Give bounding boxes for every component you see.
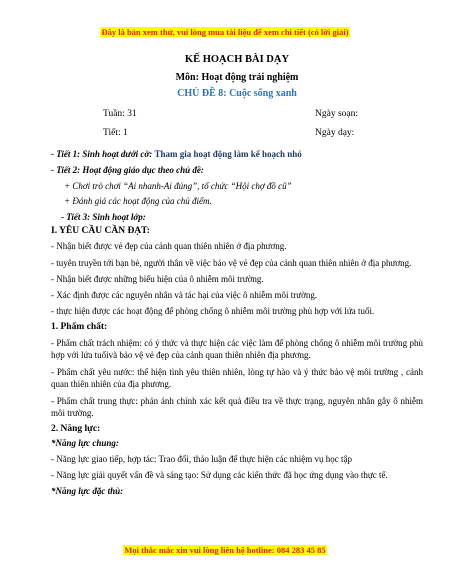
quality-item: - Phẩm chất trách nhiệm: có ý thức và thực hiện các việc làm để phòng chống ô nhiễm môi trường phù hợp với lứa tuổivà bảo vệ vẻ đẹp của cảnh quan thiên nhiên địa phương. (51, 338, 423, 360)
week-label: Tuần: 31 (103, 109, 137, 119)
hotline-banner (0, 545, 450, 555)
competency-item: - Năng lực giao tiếp, hợp tác: Trao đổi, thảo luận để thực hiện các nhiệm vụ học tập (51, 454, 352, 464)
general-competencies-heading: *Năng lực chung: (51, 438, 119, 448)
section-requirements-heading: I. YÊU CẦU CẦN ĐẠT: (51, 226, 150, 236)
tiet1-label: - Tiết 1: Sinh hoạt dưới cờ: (51, 149, 153, 159)
period-row (51, 128, 423, 140)
competencies-heading: 2. Năng lực: (51, 424, 101, 434)
tiet2-item-1: + Chơi trò chơi “Ai nhanh-Ai đúng”, tổ chức “Hội chợ đồ cũ” (64, 181, 292, 191)
quality-item: - Phẩm chất yêu nước: thể hiện tình yêu thiên nhiên, lòng tự hào và ý thức bảo vệ môi trường , cảnh quan thiên nhiên của địa phương. (51, 367, 423, 389)
tiet2-label: - Tiết 2: Hoạt động giáo dục theo chủ đề: (51, 165, 204, 175)
tiet1-line (51, 148, 423, 160)
tiet2-item-2: + Đánh giá các hoạt động của chủ điểm. (64, 196, 212, 206)
requirement-item: - Xác định được các nguyên nhân và tác hại của việc ô nhiễm môi trường. (51, 290, 318, 300)
requirement-item: - Nhận biết được vẻ đẹp của cảnh quan thiên nhiên ở địa phương. (51, 241, 287, 251)
competency-item: - Năng lực giải quyết vấn đề và sáng tạo: Sử dụng các kiến thức đã học ứng dụng vào thực tế. (51, 470, 388, 480)
tiet3-label: - Tiết 3: Sinh hoạt lớp: (61, 212, 146, 222)
qualities-heading: 1. Phẩm chất: (51, 322, 108, 332)
doc-subject: Môn: Hoạt động trải nghiệm (175, 72, 299, 83)
requirement-item: - Nhận biết được những biểu hiện của ô nhiễm môi trường. (51, 274, 264, 284)
hotline-banner-text: Mọi thắc mắc xin vui lòng liên hệ hotline: 084 283 45 85 (124, 545, 326, 555)
tiet1-content: Tham gia hoạt động làm kế hoạch nhỏ (154, 149, 302, 159)
requirement-item: - tuyên truyền tới bạn bè, người thân về việc bảo vệ vẻ đẹp của cảnh quan thiên nhiên ở địa phương. (51, 258, 412, 268)
quality-item: - Phẩm chất trung thực: phản ánh chính xác kết quả điều tra về thực trạng, nguyên nhân gây ô nhiễm môi trường. (51, 396, 423, 418)
specific-competencies-heading: *Năng lực đặc thù: (51, 486, 124, 496)
teach-date-label: Ngày dạy: (315, 128, 355, 138)
preview-banner (0, 27, 450, 37)
prep-date-label: Ngày soạn: (315, 109, 359, 119)
requirement-item: - thực hiện được các hoạt động để phòng chống ô nhiễm môi trường phù hợp với lứa tuổi. (51, 306, 375, 316)
lesson-plan-page (51, 48, 423, 497)
week-row (51, 109, 423, 121)
doc-topic: CHỦ ĐỀ 8: Cuộc sống xanh (177, 88, 297, 99)
preview-banner-text: Đây là bản xem thử, vui lòng mua tài liệu để xem chi tiết (có lời giải) (101, 27, 349, 37)
doc-title: KẾ HOẠCH BÀI DẠY (184, 54, 290, 65)
period-label: Tiết: 1 (103, 128, 128, 138)
